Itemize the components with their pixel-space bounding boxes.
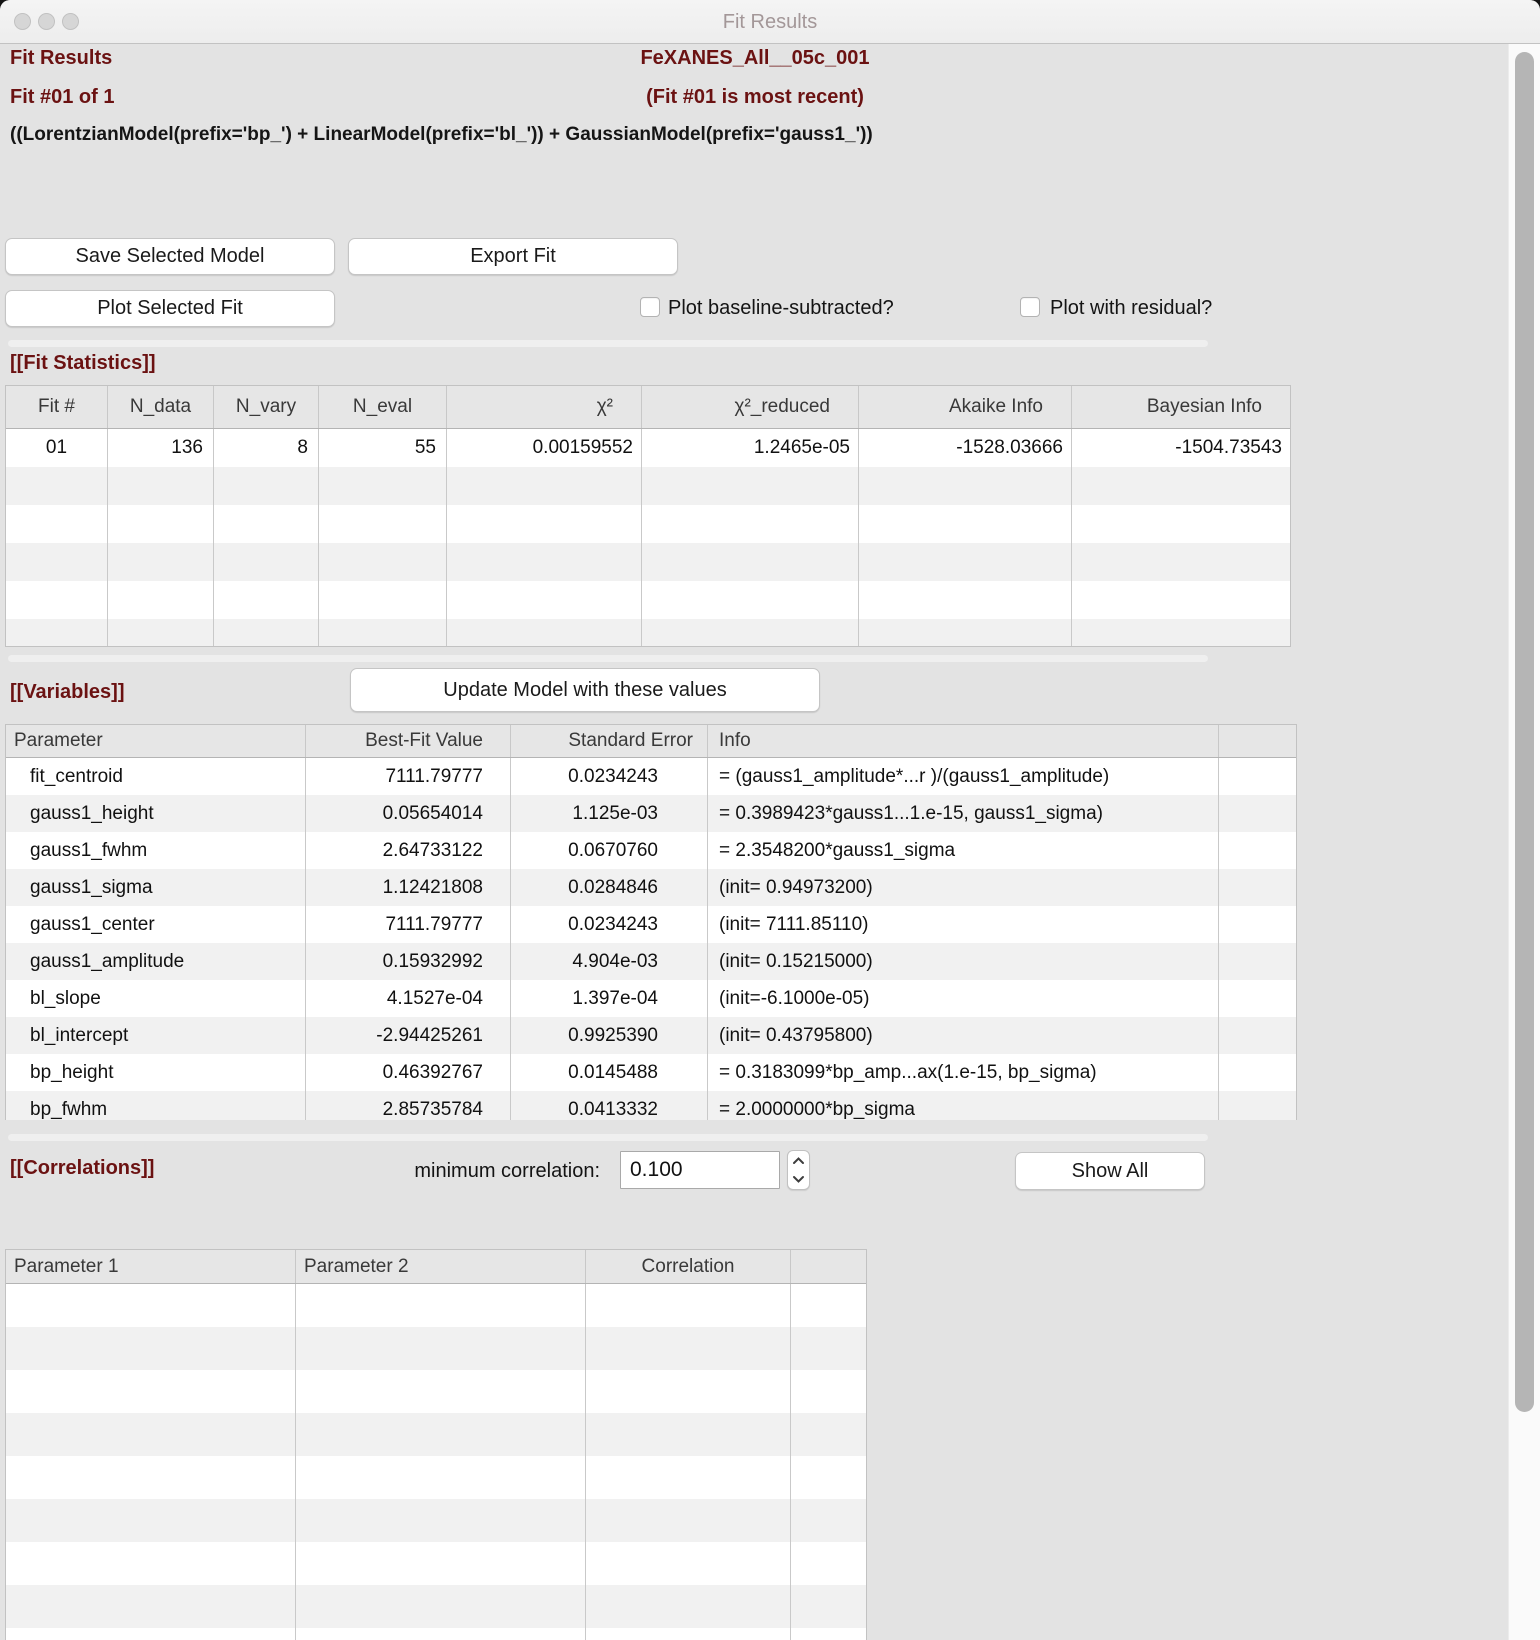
info-cell: = 2.0000000*bp_sigma: [708, 1091, 1219, 1120]
std-error-cell: 0.9925390: [511, 1017, 708, 1054]
best-fit-cell: 7111.79777: [306, 758, 511, 795]
std-error-cell: 0.0284846: [511, 869, 708, 906]
fit-number-label: Fit #01 of 1: [10, 86, 115, 108]
section-divider: [8, 340, 1208, 347]
row-spacer: [1219, 1091, 1296, 1120]
parameter-name-cell: gauss1_fwhm: [6, 832, 306, 869]
row-spacer: [1219, 869, 1296, 906]
titlebar: [0, 0, 1540, 44]
fit-number-cell: 01: [45, 437, 68, 458]
chevron-up-icon[interactable]: [788, 1151, 809, 1170]
parameter-name-cell: bp_height: [6, 1054, 306, 1091]
best-fit-cell: 4.1527e-04: [306, 980, 511, 1017]
correlations-header-row: [6, 1250, 866, 1284]
std-error-cell: 0.0670760: [511, 832, 708, 869]
column-header: Correlation: [586, 1250, 791, 1283]
variable-row[interactable]: [6, 943, 1296, 980]
fit-statistics-section-title: [[Fit Statistics]]: [10, 352, 156, 374]
info-cell: = 0.3989423*gauss1...1.e-15, gauss1_sigma): [708, 795, 1219, 832]
export-fit-button[interactable]: Export Fit: [348, 238, 678, 275]
row-spacer: [1219, 1054, 1296, 1091]
row-spacer: [1219, 758, 1296, 795]
fit-statistics-row[interactable]: [6, 429, 1290, 646]
section-divider: [8, 655, 1208, 662]
best-fit-cell: 0.15932992: [306, 943, 511, 980]
column-header: Parameter 1: [6, 1250, 296, 1283]
info-cell: (init= 0.15215000): [708, 943, 1219, 980]
fit-statistics-table: [5, 385, 1291, 647]
std-error-cell: 1.125e-03: [511, 795, 708, 832]
column-header: Info: [708, 725, 1219, 757]
row-spacer: [1219, 832, 1296, 869]
std-error-cell: 0.0413332: [511, 1091, 708, 1120]
correlations-column: [791, 1284, 866, 1640]
row-spacer: [1219, 1017, 1296, 1054]
update-model-button[interactable]: Update Model with these values: [350, 668, 820, 712]
column-header: N_data: [108, 386, 214, 428]
std-error-cell: 0.0145488: [511, 1054, 708, 1091]
info-cell: (init= 0.94973200): [708, 869, 1219, 906]
akaike-cell: -1528.03666: [956, 437, 1063, 458]
variables-header-row: [6, 725, 1296, 758]
chi-square-cell: 0.00159552: [532, 437, 633, 458]
bayesian-cell: -1504.73543: [1175, 437, 1282, 458]
fit-statistics-header-row: [6, 386, 1290, 429]
best-fit-cell: 2.64733122: [306, 832, 511, 869]
row-spacer: [1219, 980, 1296, 1017]
parameter-name-cell: gauss1_center: [6, 906, 306, 943]
neval-cell: 55: [414, 437, 436, 458]
ndata-cell: 136: [171, 437, 203, 458]
column-header: Standard Error: [511, 725, 708, 757]
parameter-name-cell: gauss1_amplitude: [6, 943, 306, 980]
std-error-cell: 1.397e-04: [511, 980, 708, 1017]
vertical-scrollbar-thumb[interactable]: [1515, 52, 1534, 1412]
variable-row[interactable]: [6, 906, 1296, 943]
variable-row[interactable]: [6, 1054, 1296, 1091]
parameter-name-cell: gauss1_sigma: [6, 869, 306, 906]
column-header: N_vary: [214, 386, 319, 428]
row-spacer: [1219, 906, 1296, 943]
std-error-cell: 0.0234243: [511, 758, 708, 795]
column-header: Akaike Info: [859, 386, 1072, 428]
variable-row[interactable]: [6, 795, 1296, 832]
column-header: N_eval: [319, 386, 447, 428]
panel-title: Fit Results: [10, 47, 113, 69]
parameter-name-cell: bp_fwhm: [6, 1091, 306, 1120]
min-correlation-label: minimum correlation:: [414, 1160, 600, 1182]
variables-section-title: [[Variables]]: [10, 681, 125, 703]
show-all-button[interactable]: Show All: [1015, 1152, 1205, 1190]
column-header: Fit #: [6, 386, 108, 428]
best-fit-cell: 0.05654014: [306, 795, 511, 832]
correlations-empty-rows: [6, 1284, 866, 1640]
column-header: Parameter 2: [296, 1250, 586, 1283]
column-header: Best-Fit Value: [306, 725, 511, 757]
plot-selected-fit-button[interactable]: Plot Selected Fit: [5, 290, 335, 327]
column-header-spacer: [1219, 725, 1296, 757]
plot-baseline-subtracted-checkbox[interactable]: [640, 297, 660, 317]
nvary-cell: 8: [297, 437, 308, 458]
section-divider: [8, 1134, 1208, 1141]
plot-with-residual-checkbox[interactable]: [1020, 297, 1040, 317]
info-cell: (init=-6.1000e-05): [708, 980, 1219, 1017]
column-header: Parameter: [6, 725, 306, 757]
correlations-column: [296, 1284, 586, 1640]
plot-baseline-subtracted-label: Plot baseline-subtracted?: [668, 297, 894, 319]
parameter-name-cell: bl_slope: [6, 980, 306, 1017]
info-cell: = 2.3548200*gauss1_sigma: [708, 832, 1219, 869]
variable-row[interactable]: [6, 869, 1296, 906]
variable-row[interactable]: [6, 1091, 1296, 1120]
best-fit-cell: 0.46392767: [306, 1054, 511, 1091]
save-selected-model-button[interactable]: Save Selected Model: [5, 238, 335, 275]
window-title: Fit Results: [722, 11, 818, 33]
best-fit-cell: -2.94425261: [306, 1017, 511, 1054]
info-cell: (init= 0.43795800): [708, 1017, 1219, 1054]
min-correlation-stepper[interactable]: [787, 1150, 810, 1190]
best-fit-cell: 1.12421808: [306, 869, 511, 906]
variable-row[interactable]: [6, 758, 1296, 795]
min-correlation-input[interactable]: [620, 1151, 780, 1189]
variable-row[interactable]: [6, 1017, 1296, 1054]
row-spacer: [1219, 795, 1296, 832]
chi-reduced-cell: 1.2465e-05: [753, 437, 850, 458]
correlations-section-title: [[Correlations]]: [10, 1157, 155, 1179]
parameter-name-cell: fit_centroid: [6, 758, 306, 795]
variable-row[interactable]: [6, 832, 1296, 869]
variables-table: [5, 724, 1297, 1120]
model-expression: ((LorentzianModel(prefix='bp_') + LinearModel(prefix='bl_')) + GaussianModel(prefix='gauss1_')): [10, 124, 873, 145]
variable-row[interactable]: [6, 980, 1296, 1017]
best-fit-cell: 2.85735784: [306, 1091, 511, 1120]
info-cell: = (gauss1_amplitude*...r )/(gauss1_amplitude): [708, 758, 1219, 795]
correlations-column: [586, 1284, 791, 1640]
correlations-table: [5, 1249, 867, 1640]
parameter-name-cell: bl_intercept: [6, 1017, 306, 1054]
correlations-column: [6, 1284, 296, 1640]
chevron-down-icon[interactable]: [788, 1170, 809, 1189]
dataset-name: FeXANES_All__05c_001: [640, 47, 870, 69]
std-error-cell: 0.0234243: [511, 906, 708, 943]
parameter-name-cell: gauss1_height: [6, 795, 306, 832]
column-header: χ²: [447, 386, 642, 428]
column-header: Bayesian Info: [1146, 396, 1262, 417]
vertical-scrollbar-track[interactable]: [1508, 44, 1540, 1640]
std-error-cell: 4.904e-03: [511, 943, 708, 980]
column-header-spacer: [791, 1250, 866, 1283]
column-header: χ²_reduced: [642, 386, 859, 428]
best-fit-cell: 7111.79777: [306, 906, 511, 943]
row-spacer: [1219, 943, 1296, 980]
plot-with-residual-label: Plot with residual?: [1050, 297, 1213, 319]
info-cell: = 0.3183099*bp_amp...ax(1.e-15, bp_sigma): [708, 1054, 1219, 1091]
fit-recent-note: (Fit #01 is most recent): [646, 86, 864, 108]
info-cell: (init= 7111.85110): [708, 906, 1219, 943]
